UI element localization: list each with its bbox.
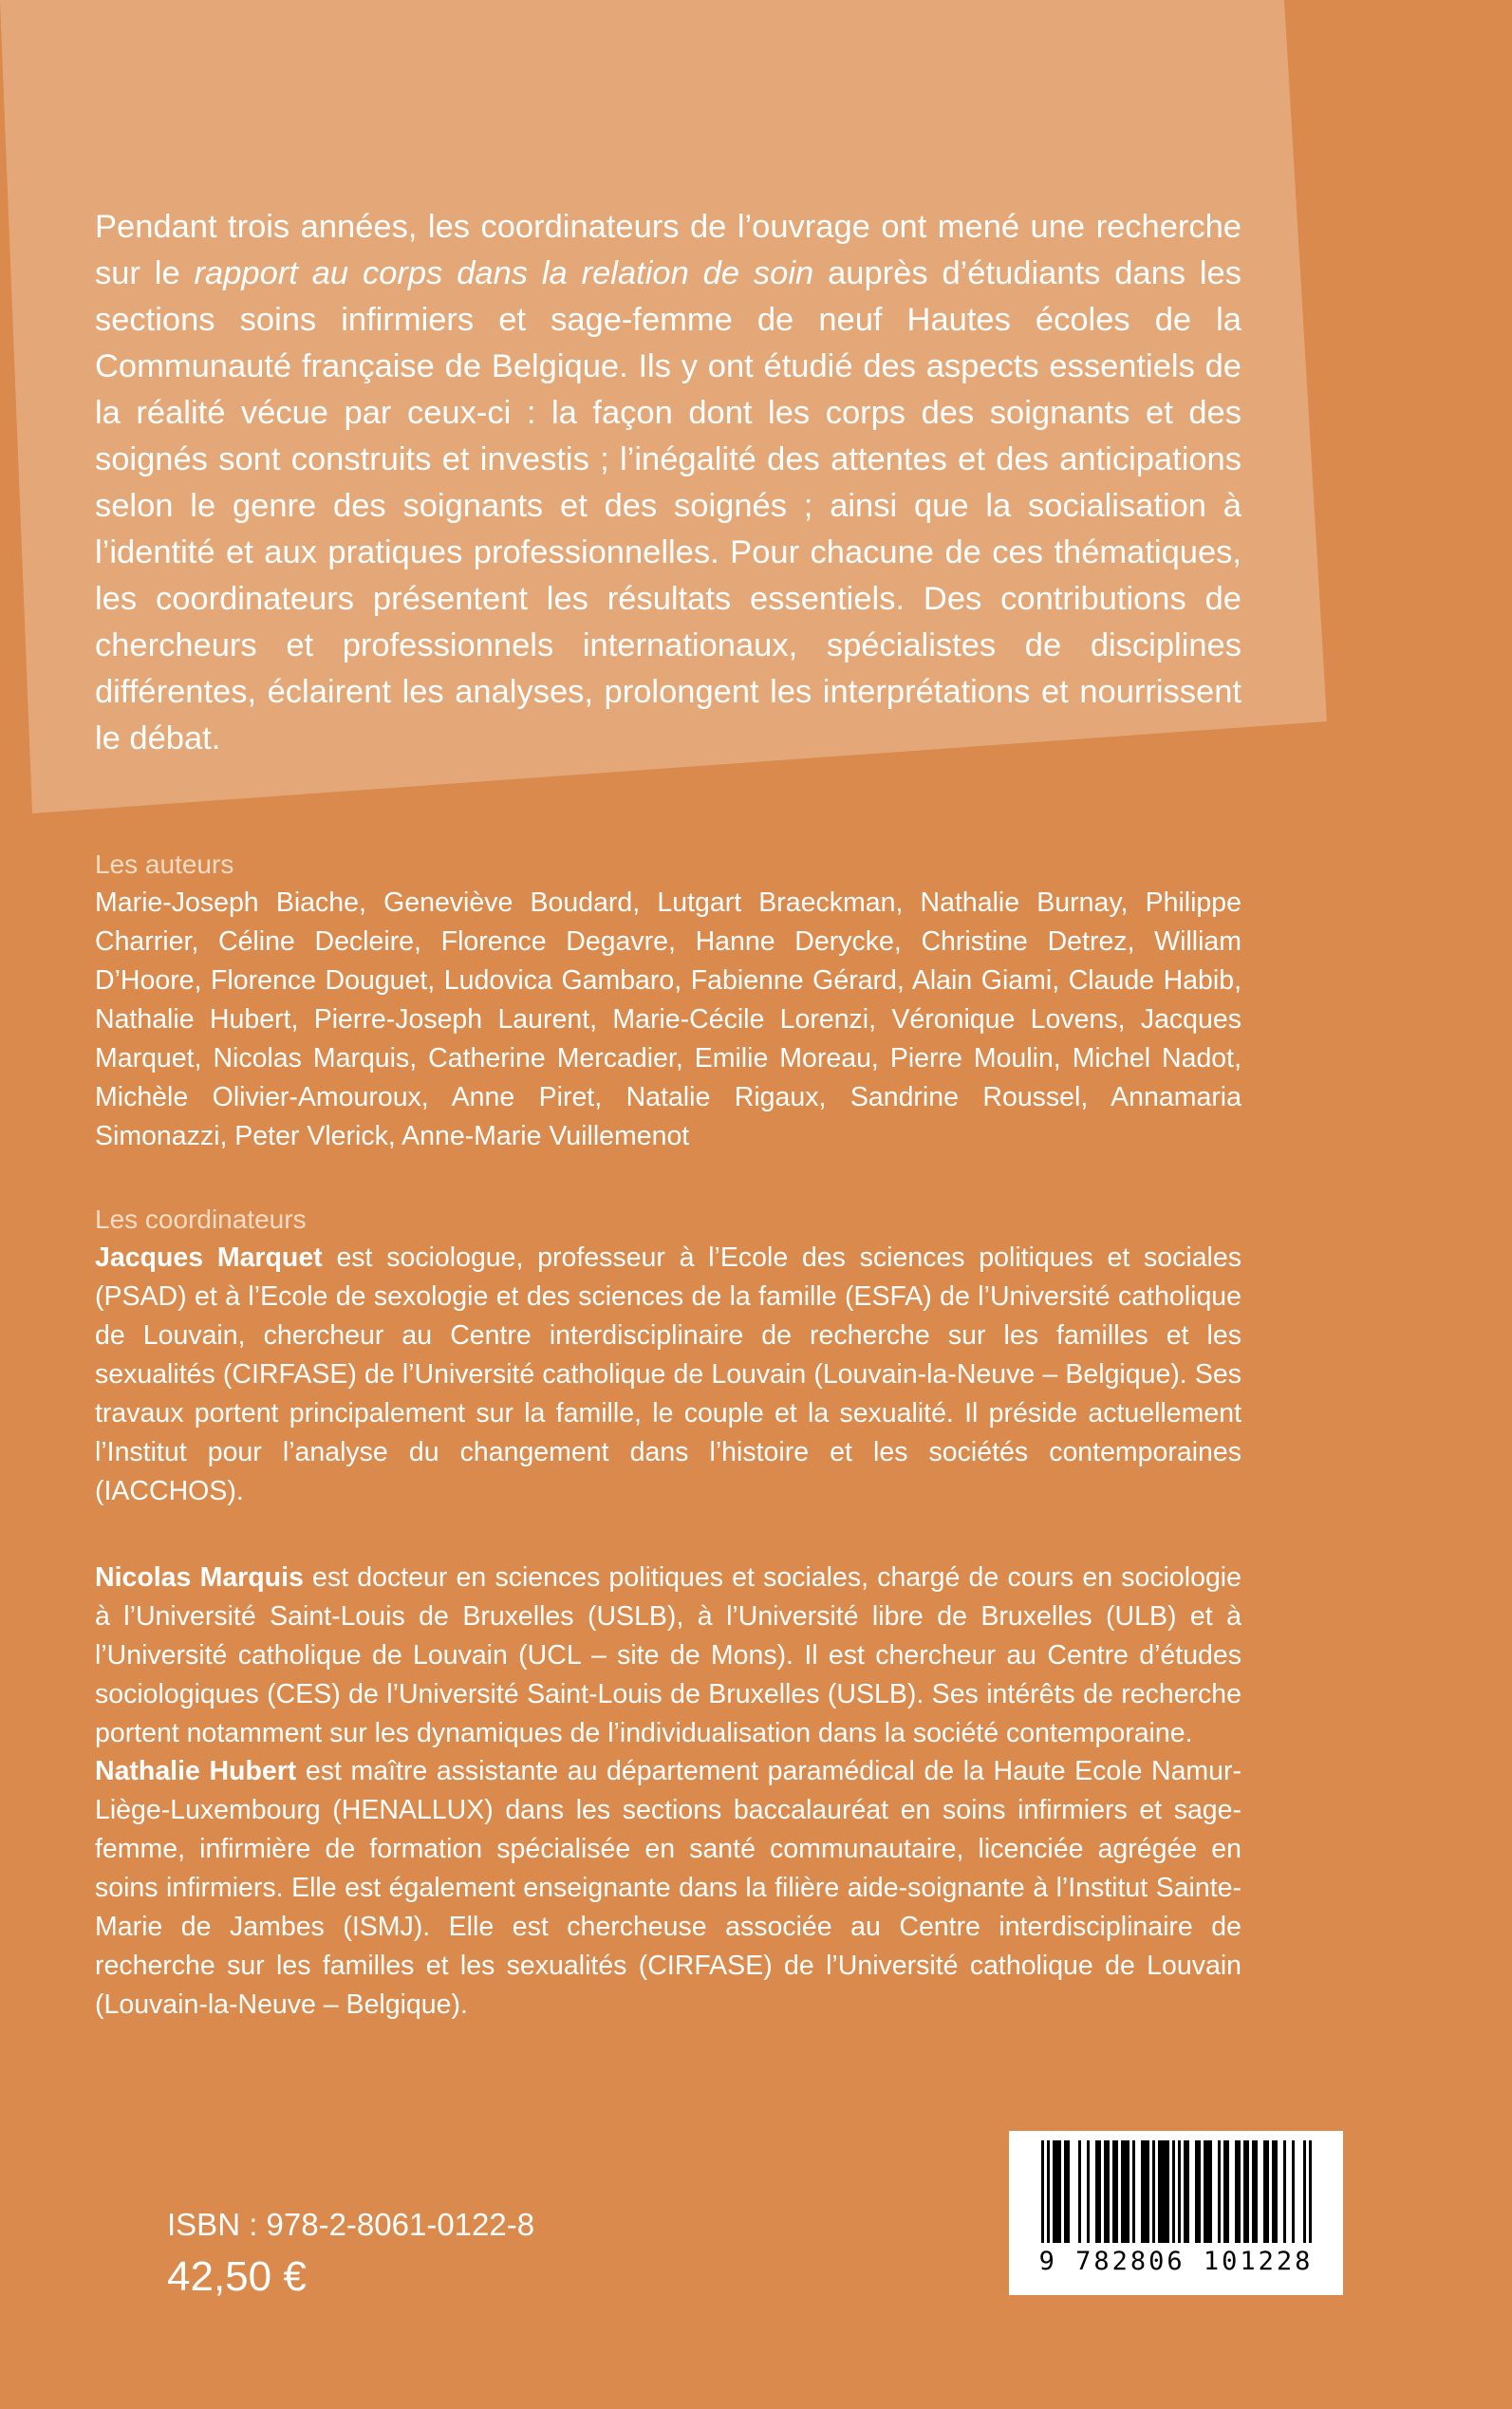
barcode-bar	[1041, 2140, 1044, 2243]
barcode-bar	[1107, 2140, 1110, 2243]
barcode-number: 9 782806 101228	[1038, 2247, 1314, 2276]
barcode-bar	[1309, 2140, 1312, 2243]
barcode-bar	[1272, 2140, 1275, 2243]
barcode-bar	[1226, 2140, 1229, 2243]
barcode-bar	[1112, 2140, 1115, 2243]
barcode-bar	[1144, 2140, 1147, 2243]
barcode-bar	[1158, 2140, 1161, 2243]
barcode-bar	[1204, 2140, 1206, 2243]
coordinators-heading: Les coordinateurs	[95, 1204, 307, 1234]
barcode-bar	[1209, 2140, 1212, 2243]
barcode-bar	[1292, 2140, 1295, 2243]
barcode-bar	[1178, 2140, 1181, 2243]
barcode-bar	[1252, 2140, 1255, 2243]
summary-text-start: Pendant trois années, les coordinateurs de l’ouvrage ont mené une recherche sur le	[95, 209, 1241, 291]
coordinator-description: est sociologue, professeur à l’Ecole des sciences politiques et sociales (PSAD) et à l’Ecole de sexologie et des sciences de la famille (ESFA) de l’Université catholique de Louvain, chercheur au Centre interdisciplinaire de recherche sur les familles et les sexualités (CIRFASE) de l’Université catholique de Louvain (Louvain-la-Neuve – Belgique). Ses travaux portent principalement sur la famille, le couple et la sexualité. Il préside actuellement l’Institut pour l’analyse du changement dans l’histoire et les sociétés contemporaines (IACCHOS).	[95, 1242, 1241, 1506]
barcode-bar	[1098, 2140, 1101, 2243]
barcode-bar	[1246, 2140, 1249, 2243]
barcode-bar	[1047, 2140, 1050, 2243]
barcode-bar	[1186, 2140, 1189, 2243]
authors-list: Marie-Joseph Biache, Geneviève Boudard, Lutgart Braeckman, Nathalie Burnay, Philippe Charrier, Céline Decleire, Florence Degavre, Hanne Derycke, Christine Detrez, William D’Hoore, Florence Douguet, Ludovica Gambaro, Fabienne Gérard, Alain Giami, Claude Habib, Nathalie Hubert, Pierre-Joseph Laurent, Marie-Cécile Lorenzi, Véronique Lovens, Jacques Marquet, Nicolas Marquis, Catherine Mercadier, Emilie Moreau, Pierre Moulin, Michel Nadot, Michèle Olivier-Amouroux, Anne Piret, Natalie Rigaux, Sandrine Roussel, Annamaria Simonazzi, Peter Vlerick, Anne-Marie Vuillemenot	[95, 887, 1241, 1151]
barcode-bar	[1141, 2140, 1144, 2243]
barcode-bar	[1053, 2140, 1055, 2243]
price: 42,50 €	[167, 2253, 307, 2300]
barcode-bar	[1255, 2140, 1258, 2243]
summary-text-end: auprès d’étudiants dans les sections soins infirmiers et sage-femme de neuf Hautes écoles de la Communauté française de Belgique. Ils y ont étudié des aspects essentiels de la réalité vécue par ceux-ci : la façon dont les corps des soignants et des soignés sont construits et investis ; l’inégalité des attentes et des anticipations selon le genre des soignants et des soignés ; ainsi que la socialisation à l’identité et aux pratiques professionnelles. Pour chacune de ces thématiques, les coordinateurs présentent les résultats essentiels. Des contributions de chercheurs et professionnels internationaux, spécialistes de disciplines différentes, éclairent les analyses, prolongent les interprétations et nourrissent le débat.	[95, 255, 1241, 756]
barcode-bar	[1223, 2140, 1226, 2243]
barcode-bar	[1058, 2140, 1061, 2243]
barcode-bar	[1266, 2140, 1269, 2243]
barcode-bar	[1167, 2140, 1169, 2243]
barcode-bar	[1263, 2140, 1266, 2243]
coordinator-bio	[95, 1752, 1241, 2025]
barcode-bar	[1303, 2140, 1306, 2243]
coordinator-description: est docteur en sciences politiques et sociales, chargé de cours en sociologie à l’Université Saint-Louis de Bruxelles (USLB), à l’Université libre de Bruxelles (ULB) et à l’Université catholique de Louvain (UCL – site de Mons). Il est chercheur au Centre d’études sociologiques (CES) de l’Université Saint-Louis de Bruxelles (USLB). Ses intérêts de recherche portent notamment sur les dynamiques de l’individualisation dans la société contemporaine.	[95, 1562, 1241, 1748]
barcode-bar	[1243, 2140, 1246, 2243]
barcode-bar	[1206, 2140, 1209, 2243]
coordinator-name: Nathalie Hubert	[95, 1756, 297, 1786]
coordinator-name: Jacques Marquet	[95, 1242, 323, 1273]
barcode-bar	[1161, 2140, 1164, 2243]
barcode-bar	[1132, 2140, 1135, 2243]
book-summary	[95, 204, 1241, 762]
barcode-bar	[1124, 2140, 1127, 2243]
barcode-bar	[1078, 2140, 1081, 2243]
barcode-bar	[1095, 2140, 1098, 2243]
barcode-bar	[1198, 2140, 1201, 2243]
barcode-bar	[1064, 2140, 1067, 2243]
barcode-bar	[1172, 2140, 1175, 2243]
coordinator-bio	[95, 1239, 1241, 1511]
coordinator-name: Nicolas Marquis	[95, 1562, 304, 1593]
barcode-bar	[1055, 2140, 1058, 2243]
barcode-bar	[1195, 2140, 1198, 2243]
barcode-bars	[1009, 2131, 1343, 2250]
barcode-bar	[1067, 2140, 1070, 2243]
authors-heading: Les auteurs	[95, 850, 234, 879]
barcode-bar	[1147, 2140, 1149, 2243]
barcode-bar	[1218, 2140, 1221, 2243]
barcode-bar	[1283, 2140, 1286, 2243]
barcode-bar	[1275, 2140, 1278, 2243]
barcode-bar	[1152, 2140, 1155, 2243]
barcode-bar	[1164, 2140, 1167, 2243]
coordinator-description: est maître assistante au département paramédical de la Haute Ecole Namur-Liège-Luxembourg (HENALLUX) dans les sections baccalauréat en soins infirmiers et sage-femme, infirmière de formation spécialisée en santé communautaire, licenciée agrégée en soins infirmiers. Elle est également enseignante dans la filière aide-soignante à l’Institut Sainte-Marie de Jambes (ISMJ). Elle est chercheuse associée au Centre interdisciplinaire de recherche sur les familles et les sexualités (CIRFASE) de l’Université catholique de Louvain (Louvain-la-Neuve – Belgique).	[95, 1756, 1242, 2020]
summary-emphasis: rapport au corps dans la relation de soin	[194, 255, 814, 291]
coordinator-bio	[95, 1559, 1241, 1753]
barcode	[1009, 2131, 1343, 2295]
barcode-bar	[1235, 2140, 1238, 2243]
barcode-bar	[1184, 2140, 1186, 2243]
barcode-bar	[1127, 2140, 1129, 2243]
barcode-bar	[1115, 2140, 1118, 2243]
barcode-bar	[1238, 2140, 1241, 2243]
barcode-bar	[1087, 2140, 1090, 2243]
barcode-bar	[1121, 2140, 1124, 2243]
isbn: ISBN : 978-2-8061-0122-8	[167, 2207, 535, 2242]
barcode-bar	[1104, 2140, 1107, 2243]
